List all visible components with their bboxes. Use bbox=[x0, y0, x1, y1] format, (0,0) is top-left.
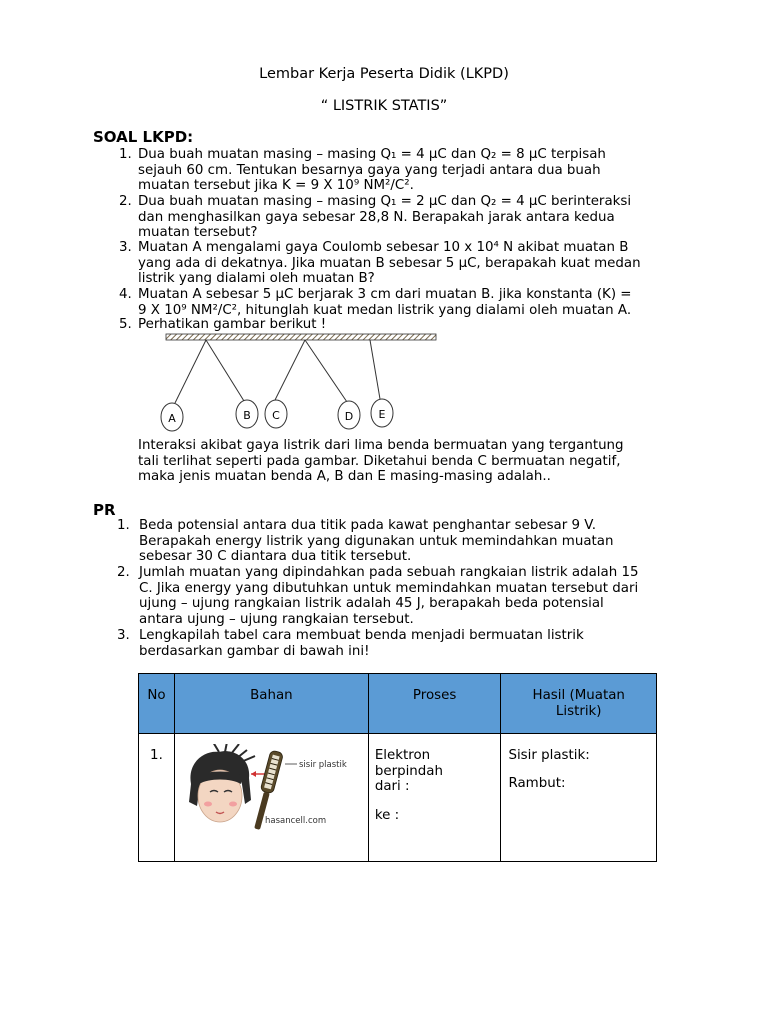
soal-1-line-3: muatan tersebut jika K = 9 X 10⁹ NM²/C². bbox=[138, 178, 414, 194]
table-row bbox=[139, 734, 657, 862]
header-hasil: Hasil (Muatan Listrik) bbox=[501, 674, 657, 734]
pr-3-line-2: berdasarkan gambar di bawah ini! bbox=[139, 643, 370, 659]
page-title: Lembar Kerja Peserta Didik (LKPD) bbox=[259, 66, 509, 82]
interaction-line-2: tali terlihat seperti pada gambar. Diketahui benda C bermuatan negatif, bbox=[138, 453, 621, 469]
pr-1-text bbox=[139, 518, 674, 565]
string-c bbox=[275, 340, 305, 400]
charge-b-label: B bbox=[243, 409, 251, 422]
ceiling-bar bbox=[166, 334, 436, 340]
proses-line-2: berpindah bbox=[374, 763, 443, 779]
soal-3-line-1: Muatan A mengalami gaya Coulomb sebesar 10 x 10⁴ N akibat muatan B bbox=[138, 240, 629, 255]
interaction-paragraph bbox=[138, 438, 674, 485]
interaction-line-1: Interaksi akibat gaya listrik dari lima benda bermuatan yang tergantung bbox=[138, 438, 624, 453]
interaction-line-3: maka jenis muatan benda A, B dan E masing-masing adalah.. bbox=[138, 469, 551, 485]
hasil-line-3: Rambut: bbox=[508, 775, 566, 791]
proses-line-5: ke : bbox=[374, 807, 400, 823]
soal-5-line-1: Perhatikan gambar berikut ! bbox=[138, 317, 327, 332]
string-e bbox=[370, 340, 380, 399]
soal-2-line-3: muatan tersebut? bbox=[138, 225, 258, 241]
pr-2-line-1: Jumlah muatan yang dipindahkan pada sebuah rangkaian listrik adalah 15 bbox=[139, 565, 639, 580]
pr-3-number: 3. bbox=[117, 628, 130, 643]
table-header-row bbox=[139, 674, 657, 734]
row-hasil bbox=[501, 734, 657, 862]
soal-2-number: 2. bbox=[119, 194, 132, 209]
soal-4-line-2: 9 X 10⁹ NM²/C², hitunglah kuat medan listrik yang dialami oleh muatan A. bbox=[138, 302, 632, 318]
soal-1-number: 1. bbox=[119, 147, 132, 162]
row-proses bbox=[368, 734, 501, 862]
hair-comb-illustration bbox=[175, 744, 365, 844]
page-subtitle: “ LISTRIK STATIS” bbox=[320, 98, 448, 114]
hasil-line-1: Sisir plastik: bbox=[508, 748, 590, 763]
soal-3-line-2: yang ada di dekatnya. Jika muatan B sebesar 5 µC, berapakah kuat medan bbox=[138, 255, 641, 271]
hanging-charges-diagram bbox=[160, 333, 450, 433]
site-caption: hasancell.com bbox=[264, 816, 326, 826]
soal-2-text bbox=[138, 194, 674, 241]
pr-2-line-3: ujung – ujung rangkaian listrik adalah 45 J, berapakah beda potensial bbox=[139, 596, 604, 612]
header-no: No bbox=[139, 674, 175, 734]
soal-1-line-1: Dua buah muatan masing – masing Q₁ = 4 µC dan Q₂ = 8 µC terpisah bbox=[138, 147, 606, 162]
charging-table bbox=[138, 673, 657, 862]
soal-4-line-1: Muatan A sebesar 5 µC berjarak 3 cm dari muatan B. jika konstanta (K) = bbox=[138, 287, 632, 302]
pr-3-line-1: Lengkapilah tabel cara membuat benda menjadi bermuatan listrik bbox=[139, 628, 584, 643]
soal-heading: SOAL LKPD: bbox=[93, 128, 194, 146]
soal-4-text bbox=[138, 287, 674, 318]
row-bahan bbox=[174, 734, 368, 862]
proses-spacer bbox=[375, 795, 501, 808]
charge-e-label: E bbox=[378, 408, 386, 421]
soal-1-line-2: sejauh 60 cm. Tentukan besarnya gaya yang terjadi antara dua buah bbox=[138, 162, 601, 178]
string-a bbox=[175, 340, 206, 403]
comb-caption: sisir plastik bbox=[298, 760, 347, 770]
charge-c-label: C bbox=[272, 409, 280, 422]
charge-d-label: D bbox=[344, 410, 354, 423]
soal-5-number: 5. bbox=[119, 317, 132, 332]
string-b bbox=[206, 340, 244, 401]
hasil-spacer bbox=[508, 764, 656, 776]
pr-2-line-4: antara ujung – ujung rangkaian tersebut. bbox=[139, 611, 414, 627]
proses-line-3: dari : bbox=[374, 779, 410, 795]
soal-3-text bbox=[138, 240, 674, 287]
header-proses: Proses bbox=[368, 674, 501, 734]
proses-line-1: Elektron bbox=[374, 748, 431, 763]
soal-4-number: 4. bbox=[119, 287, 132, 302]
pr-1-number: 1. bbox=[117, 518, 130, 533]
pr-2-line-2: C. Jika energy yang dibutuhkan untuk memindahkan muatan tersebut dari bbox=[139, 580, 639, 596]
soal-1-text bbox=[138, 147, 674, 194]
string-d bbox=[305, 340, 347, 402]
pr-1-line-3: sebesar 30 C diantara dua titik tersebut. bbox=[139, 549, 412, 565]
header-bahan: Bahan bbox=[174, 674, 368, 734]
soal-2-line-2: dan menghasilkan gaya sebesar 28,8 N. Berapakah jarak antara kedua bbox=[138, 209, 615, 225]
charge-a-label: A bbox=[168, 412, 176, 425]
pr-3-text bbox=[139, 628, 674, 659]
pr-1-line-1: Beda potensial antara dua titik pada kawat penghantar sebesar 9 V. bbox=[139, 518, 596, 533]
soal-2-line-1: Dua buah muatan masing – masing Q₁ = 2 µC dan Q₂ = 4 µC berinteraksi bbox=[138, 194, 632, 209]
soal-3-line-3: listrik yang dialami oleh muatan B? bbox=[138, 271, 375, 287]
pr-2-number: 2. bbox=[117, 565, 130, 580]
pr-1-line-2: Berapakah energy listrik yang digunakan untuk memindahkan muatan bbox=[139, 533, 614, 549]
pr-heading: PR bbox=[93, 501, 116, 519]
pr-2-text bbox=[139, 565, 674, 627]
row-no: 1. bbox=[139, 734, 175, 862]
soal-3-number: 3. bbox=[119, 240, 132, 255]
soal-5-text bbox=[138, 317, 674, 333]
